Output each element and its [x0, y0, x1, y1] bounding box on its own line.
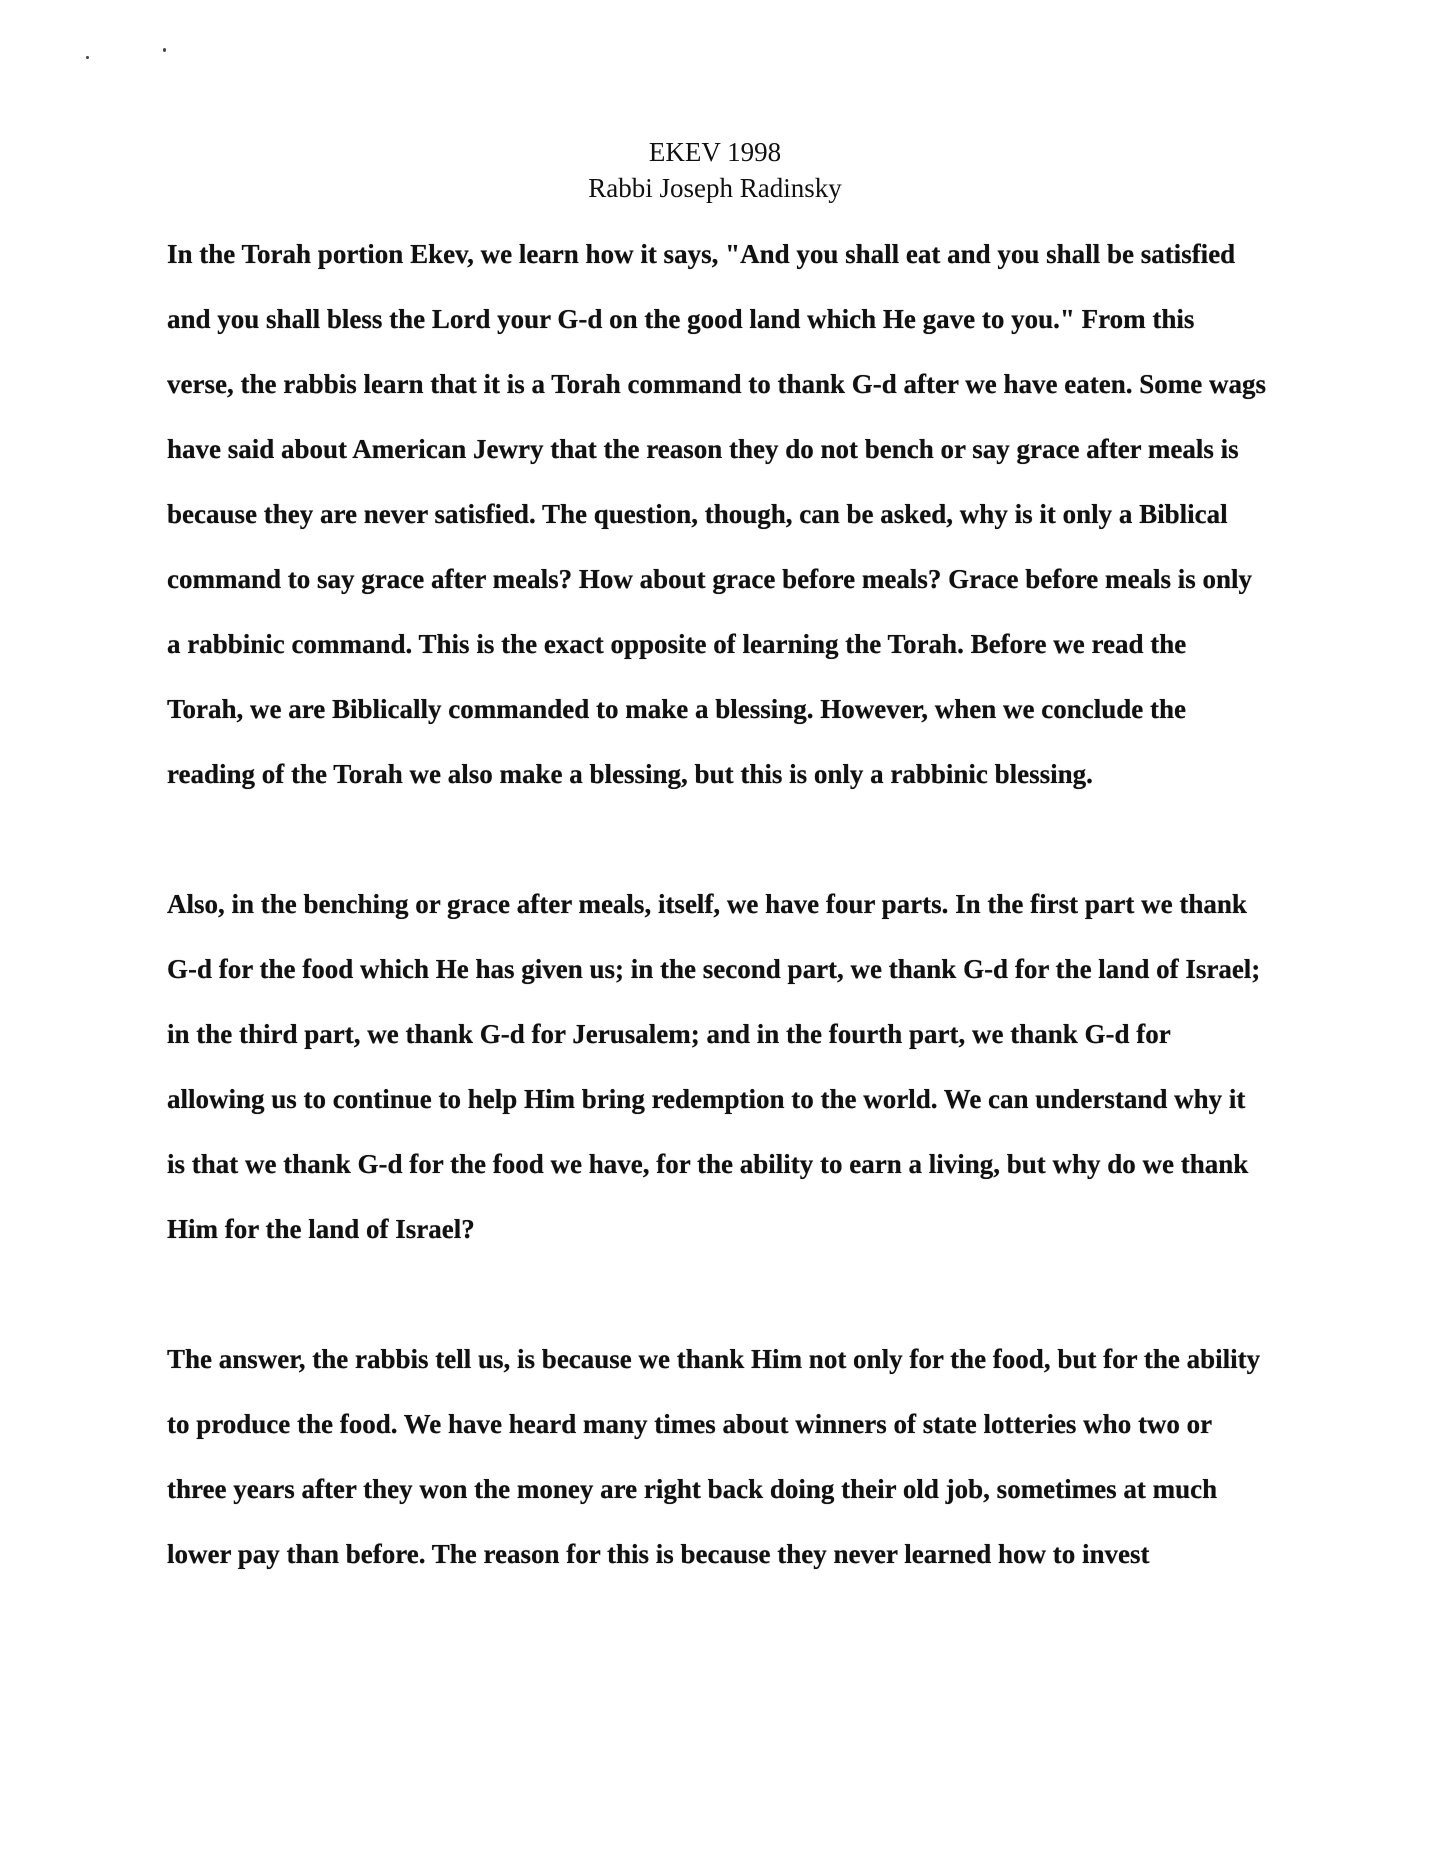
document-author: Rabbi Joseph Radinsky [588, 173, 842, 203]
paragraph-3: The answer, the rabbis tell us, is because we thank Him not only for the food, but for the ability to produce the food. We have heard many times about winners of state lotteries who two or three years after they won the money are right back doing their old job, sometimes at much lower pay than before. The reason for this is because they never learned how to invest [167, 1344, 1261, 1569]
paragraph-2: Also, in the benching or grace after meals, itself, we have four parts. In the first part we thank G-d for the food which He has given us; in the second part, we thank G-d for the land of Israel; in the third part, we thank G-d for Jerusalem; and in the fourth part, we thank G-d for allowing us to continue to help Him bring redemption to the world. We can understand why it is that we thank G-d for the food we have, for the ability to earn a living, but why do we thank Him for the land of Israel? [167, 889, 1261, 1244]
scan-speck [163, 48, 166, 52]
paragraph-1: In the Torah portion Ekev, we learn how it says, "And you shall eat and you shall be satisfied and you shall bless the Lord your G-d on the good land which He gave to you." From this verse, the rabbis learn that it is a Torah command to thank G-d after we have eaten. Some wags have said about American Jewry that the reason they do not bench or say grace after meals is because they are never satisfied. The question, though, can be asked, why is it only a Biblical command to say grace after meals? How about grace before meals? Grace before meals is only a rabbinic command. This is the exact opposite of learning the Torah. Before we read the Torah, we are Biblically commanded to make a blessing. However, when we conclude the reading of the Torah we also make a blessing, but this is only a rabbinic blessing. [167, 239, 1266, 789]
document-header [0, 134, 1430, 206]
document-title: EKEV 1998 [648, 137, 782, 167]
scan-speck [86, 56, 89, 59]
document-body [167, 222, 1267, 1652]
